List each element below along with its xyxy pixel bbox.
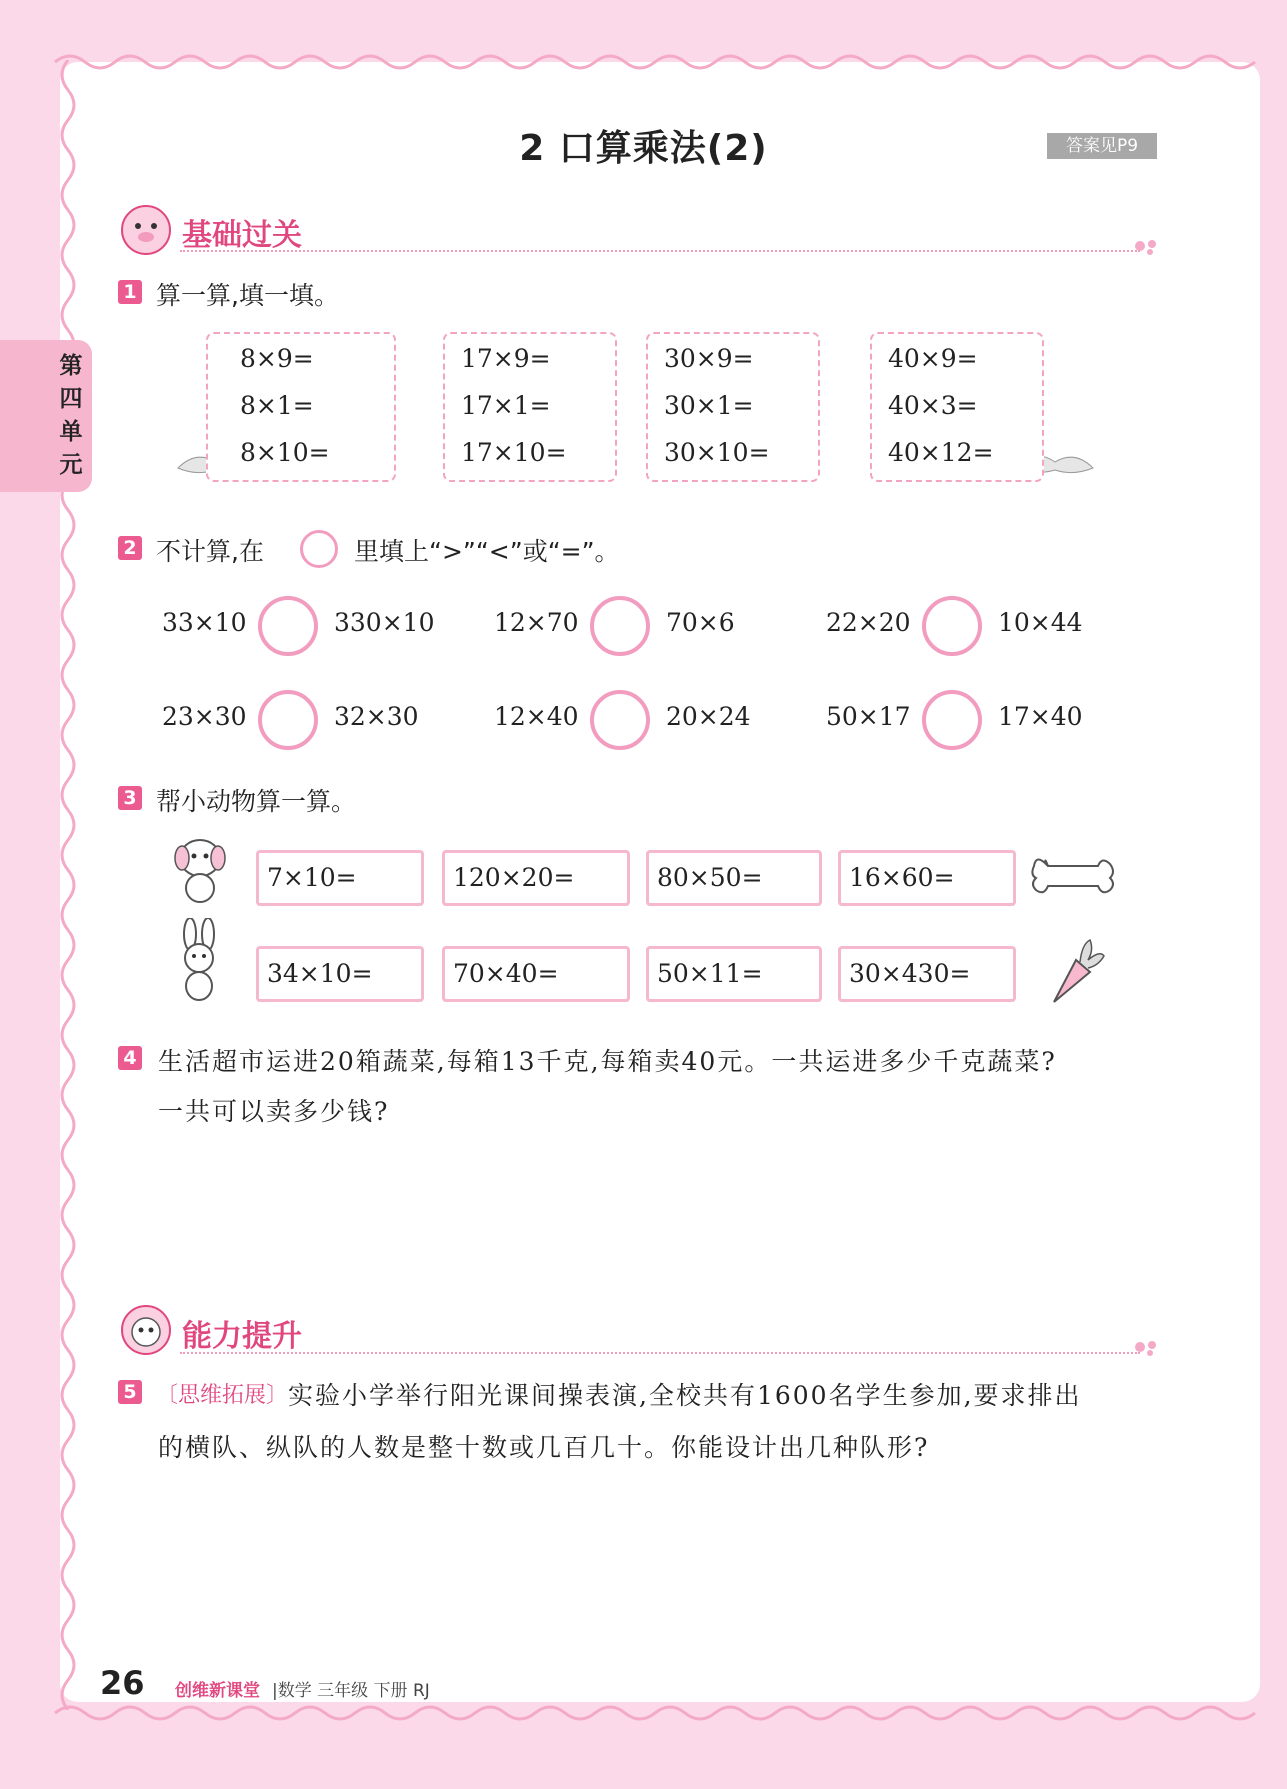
- calc-answer-box[interactable]: [256, 850, 424, 906]
- carrot-icon: [1046, 936, 1106, 1006]
- calc-expression: 30×10=: [664, 438, 770, 467]
- pig-mascot-icon: [118, 204, 174, 256]
- question-3-number: 3: [118, 786, 142, 810]
- question-1-text: 算一算,填一填。: [156, 281, 339, 310]
- compare-left: 22×20: [826, 608, 911, 637]
- calc-expression: 17×1=: [461, 391, 551, 420]
- decor-dots-icon: [1132, 236, 1160, 256]
- compare-answer-circle[interactable]: [258, 596, 318, 656]
- question-5-tag: 〔思维拓展〕: [156, 1383, 289, 1408]
- question-2-text-b: 里填上“>”“<”或“=”。: [354, 537, 620, 566]
- compare-answer-circle[interactable]: [590, 596, 650, 656]
- compare-answer-circle[interactable]: [922, 690, 982, 750]
- page-number: 26: [100, 1664, 145, 1702]
- question-4-line2: 一共可以卖多少钱?: [158, 1097, 390, 1126]
- calc-answer-box[interactable]: [442, 850, 630, 906]
- unit-side-tab-label: 第四单元: [59, 353, 83, 478]
- calc-answer-box[interactable]: [256, 946, 424, 1002]
- compare-right: 330×10: [334, 608, 435, 637]
- compare-right: 70×6: [666, 608, 735, 637]
- compare-answer-circle[interactable]: [258, 690, 318, 750]
- calc-expression: 50×11=: [657, 959, 763, 988]
- calc-expression: 30×9=: [664, 344, 754, 373]
- question-4-number: 4: [118, 1046, 142, 1070]
- question-1-number: 1: [118, 280, 142, 304]
- monkey-mascot-icon: [118, 1304, 174, 1356]
- compare-left: 50×17: [826, 702, 911, 731]
- compare-right: 10×44: [998, 608, 1083, 637]
- compare-left: 12×70: [494, 608, 579, 637]
- compare-left: 33×10: [162, 608, 247, 637]
- calc-expression: 80×50=: [657, 863, 763, 892]
- page-title: 2 口算乘法(2): [519, 128, 768, 169]
- calc-expression: 30×1=: [664, 391, 754, 420]
- compare-answer-circle[interactable]: [590, 690, 650, 750]
- left-wavy-border: [48, 60, 88, 1710]
- compare-right: 17×40: [998, 702, 1083, 731]
- compare-left: 12×40: [494, 702, 579, 731]
- dog-mascot-icon: [164, 832, 240, 908]
- footer-book-info: |数学 三年级 下册 RJ: [272, 1681, 430, 1701]
- calc-expression: 17×10=: [461, 438, 567, 467]
- question-5-line1: 实验小学举行阳光课间操表演,全校共有1600名学生参加,要求排出: [288, 1381, 1082, 1410]
- calc-answer-box[interactable]: [442, 946, 630, 1002]
- calc-box-3: [646, 332, 820, 482]
- calc-answer-box[interactable]: [838, 850, 1016, 906]
- question-4-line1: 生活超市运进20箱蔬菜,每箱13千克,每箱卖40元。一共运进多少千克蔬菜?: [158, 1047, 1057, 1076]
- rabbit-mascot-icon: [164, 918, 240, 1004]
- calc-box-4: [870, 332, 1044, 482]
- calc-expression: 40×3=: [888, 391, 978, 420]
- footer-brand: 创维新课堂: [175, 1681, 260, 1701]
- decor-dots-icon: [1132, 1337, 1160, 1357]
- calc-expression: 40×12=: [888, 438, 994, 467]
- unit-side-tab: [0, 340, 92, 492]
- calc-expression: 17×9=: [461, 344, 551, 373]
- compare-circle-icon: [300, 530, 338, 568]
- calc-expression: 8×10=: [240, 438, 330, 467]
- calc-answer-box[interactable]: [646, 946, 822, 1002]
- question-2-text-a: 不计算,在: [156, 537, 264, 566]
- section-advanced-divider: [180, 1352, 1140, 1354]
- bottom-wavy-border: [0, 1695, 1287, 1735]
- compare-left: 23×30: [162, 702, 247, 731]
- calc-expression: 8×9=: [240, 344, 314, 373]
- calc-box-2: [443, 332, 617, 482]
- section-basic-divider: [180, 250, 1140, 252]
- top-wavy-border: [0, 40, 1287, 80]
- compare-right: 20×24: [666, 702, 751, 731]
- compare-answer-circle[interactable]: [922, 596, 982, 656]
- compare-right: 32×30: [334, 702, 419, 731]
- calc-expression: 16×60=: [849, 863, 955, 892]
- calc-expression: 8×1=: [240, 391, 314, 420]
- calc-box-1: [206, 332, 396, 482]
- calc-expression: 70×40=: [453, 959, 559, 988]
- calc-expression: 34×10=: [267, 959, 373, 988]
- section-advanced-heading: 能力提升: [182, 1319, 302, 1354]
- calc-expression: 7×10=: [267, 863, 357, 892]
- calc-answer-box[interactable]: [646, 850, 822, 906]
- question-5-line2: 的横队、纵队的人数是整十数或几百几十。你能设计出几种队形?: [158, 1433, 930, 1462]
- section-basic-heading: 基础过关: [182, 218, 302, 253]
- answer-reference-tag: 答案见P9: [1047, 133, 1157, 159]
- question-3-text: 帮小动物算一算。: [156, 787, 357, 816]
- calc-expression: 30×430=: [849, 959, 971, 988]
- calc-expression: 120×20=: [453, 863, 575, 892]
- calc-expression: 40×9=: [888, 344, 978, 373]
- calc-answer-box[interactable]: [838, 946, 1016, 1002]
- question-5-number: 5: [118, 1380, 142, 1404]
- question-2-number: 2: [118, 536, 142, 560]
- bone-icon: [1030, 852, 1116, 898]
